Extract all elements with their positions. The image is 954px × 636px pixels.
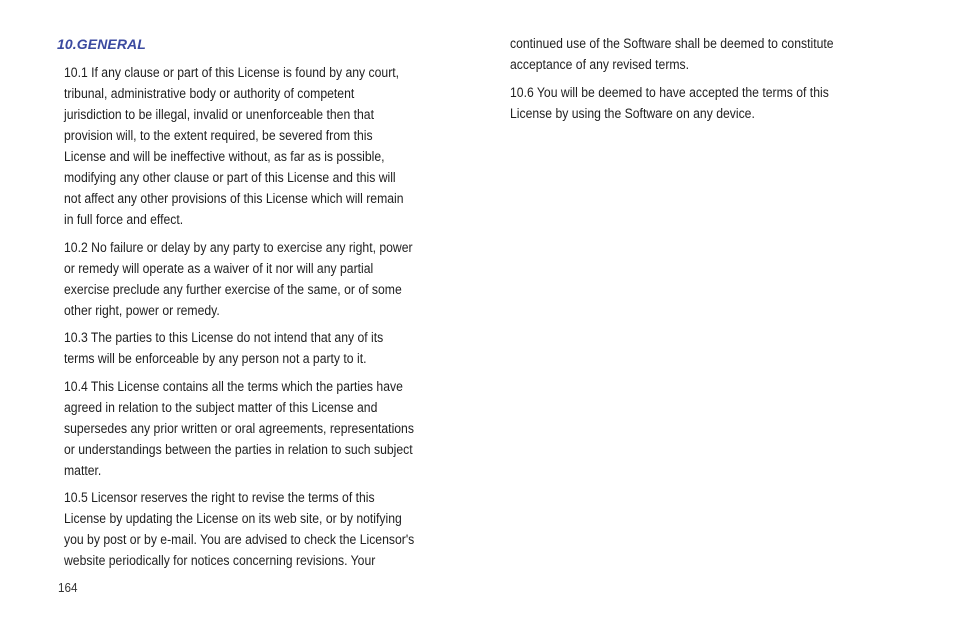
clause-10-2	[64, 238, 474, 322]
text-line: exercise preclude any further exercise of the same, or of some	[64, 281, 402, 298]
left-column	[64, 63, 474, 579]
text-line: you by post or by e-mail. You are advised to check the Licensor's	[64, 532, 415, 548]
text-line: 10.1 If any clause or part of this License is found by any court,	[64, 65, 400, 81]
text-line: License and will be ineffective without, as far as is possible,	[64, 149, 385, 165]
text-line: 10.6 You will be deemed to have accepted the terms of this	[510, 84, 829, 101]
text-line: 10.3 The parties to this License do not intend that any of its	[64, 330, 384, 346]
text-line: in full force and effect.	[64, 212, 184, 228]
text-line: License by using the Software on any device.	[510, 105, 755, 122]
text-line: acceptance of any revised terms.	[510, 57, 690, 73]
clause-10-3	[64, 328, 474, 370]
text-line: 10.5 Licensor reserves the right to revise the terms of this	[64, 490, 375, 506]
text-line: supersedes any prior written or oral agreements, representations	[64, 420, 414, 437]
text-line: or understandings between the parties in relation to such subject	[64, 441, 413, 458]
text-line: jurisdiction to be illegal, invalid or unenforceable then that	[64, 107, 374, 123]
text-line: continued use of the Software shall be deemed to constitute	[510, 36, 834, 52]
text-line: tribunal, administrative body or authority of competent	[64, 86, 355, 102]
clause-10-6	[510, 83, 910, 125]
text-line: other right, power or remedy.	[64, 302, 220, 319]
text-line: website periodically for notices concerning revisions. Your	[64, 553, 376, 569]
clause-10-5-continued	[510, 34, 910, 76]
section-heading: 10.GENERAL	[57, 36, 146, 52]
text-line: 10.4 This License contains all the terms which the parties have	[64, 378, 403, 395]
text-line: not affect any other provisions of this License which will remain	[64, 191, 404, 207]
clause-10-4	[64, 377, 474, 482]
text-line: modifying any other clause or part of this License and this will	[64, 170, 396, 186]
text-line: terms will be enforceable by any person not a party to it.	[64, 351, 367, 367]
text-line: provision will, to the extent required, be severed from this	[64, 128, 373, 144]
clause-10-1	[64, 63, 474, 231]
clause-10-5	[64, 488, 474, 572]
text-line: or remedy will operate as a waiver of it nor will any partial	[64, 260, 374, 277]
page-number: 164	[58, 580, 78, 595]
text-line: matter.	[64, 462, 102, 479]
text-line: agreed in relation to the subject matter of this License and	[64, 399, 378, 416]
text-line: 10.2 No failure or delay by any party to exercise any right, power	[64, 239, 413, 256]
right-column	[510, 34, 910, 131]
text-line: License by updating the License on its web site, or by notifying	[64, 511, 402, 527]
